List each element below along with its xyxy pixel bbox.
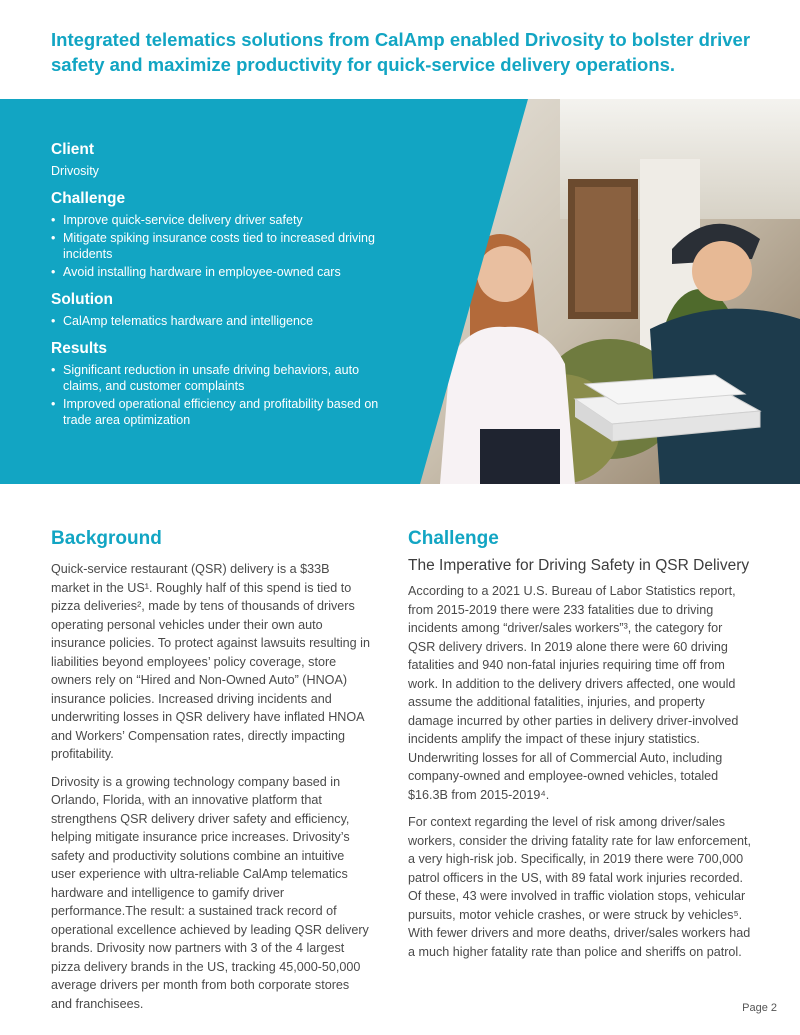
background-heading: Background [51, 528, 162, 549]
challenge-subheading: The Imperative for Driving Safety in QSR Delivery [408, 557, 750, 574]
solution-list [51, 313, 401, 329]
solution-title: Solution [51, 291, 113, 308]
client-name: Drivosity [51, 164, 99, 178]
background-column [51, 527, 371, 1022]
challenge-paragraph: According to a 2021 U.S. Bureau of Labor Statistics report, from 2015-2019 there were 233 fatalities due to driving incidents among “driver/sales workers”³, the category for QSR delivery drivers. In 2019 alone there were 60 driving fatalities and 940 non-fatal injuries requiring time off from work. In addition to the delivery drivers affected, one would assume the additional fatalities, injuries, and property damage incurred by other parties in delivery driver-involved incidents amplify the impact of these injury statistics. Underwriting losses for all of Commercial Auto, including company-owned and employee-owned vehicles, totaled $16.3B from 2015-2019⁴. [408, 584, 739, 802]
background-paragraph: Quick-service restaurant (QSR) delivery is a $33B market in the US¹. Roughly half of this spend is tied to pizza deliveries², made by tens of thousands of drivers operating personal vehicles under their own auto insurance policies. To protect against lawsuits resulting in liabilities beyond employees’ policy coverage, store owners rely on “Hired and Non-Owned Auto” (HNOA) insurance policies. Increased driving incidents and underwriting losses in QSR delivery have inflated HNOA and Workers’ Compensation rates, directly impacting profitability. [51, 562, 370, 761]
list-item: • CalAmp telematics hardware and intelligence [51, 313, 401, 329]
client-section [51, 140, 401, 179]
challenge-summary-section [51, 189, 401, 280]
results-title: Results [51, 340, 107, 357]
results-list [51, 362, 401, 428]
solution-section [51, 290, 401, 329]
list-item: • Improve quick-service delivery driver safety [51, 212, 401, 228]
challenge-paragraph: For context regarding the level of risk among driver/sales workers, consider the driving fatality rate for law enforcement, a very high-risk job. Specifically, in 2019 there were 700,000 patrol officers in the US, with 89 fatal work injuries recorded. Of these, 43 were involved in traffic violation stops, vehicular pursuits, motor vehicle crashes, or were struck by vehicles⁵. With fewer drivers and more deaths, driver/sales workers had a much higher fatality rate than police and sheriffs on patrol. [408, 815, 751, 959]
background-paragraph: Drivosity is a growing technology company based in Orlando, Florida, with an innovative platform that strengthens QSR delivery driver safety and efficiency, helping mitigate insurance price increases. Drivosity’s safety and productivity solutions combine an intuitive user experience with ultra-reliable CalAmp telematics hardware and intelligence to gamify driver performance.The result: a sustained track record of operational excellence achieved by leading QSR delivery brands. Drivosity now partners with 3 of the 4 largest pizza delivery brands in the US, tracking 45,000-50,000 average drivers per month from both corporate stores and franchisees. [51, 774, 369, 1011]
list-item: • Avoid installing hardware in employee-owned cars [51, 264, 401, 280]
case-summary [51, 140, 401, 438]
list-item: • Significant reduction in unsafe driving behaviors, auto claims, and customer complaints [51, 362, 401, 394]
list-item: • Mitigate spiking insurance costs tied to increased driving incidents [51, 230, 401, 262]
challenge-summary-title: Challenge [51, 190, 126, 207]
challenge-column [408, 527, 753, 970]
challenge-list [51, 212, 401, 280]
results-section [51, 339, 401, 428]
page-headline: Integrated telematics solutions from CalAmp enabled Drivosity to bolster driver safety and maximize productivity for quick-service delivery operations. [51, 29, 751, 75]
list-item: • Improved operational efficiency and profitability based on trade area optimization [51, 396, 401, 428]
client-title: Client [51, 141, 95, 158]
challenge-heading: Challenge [408, 528, 499, 549]
page-number: Page 2 [742, 1002, 777, 1014]
